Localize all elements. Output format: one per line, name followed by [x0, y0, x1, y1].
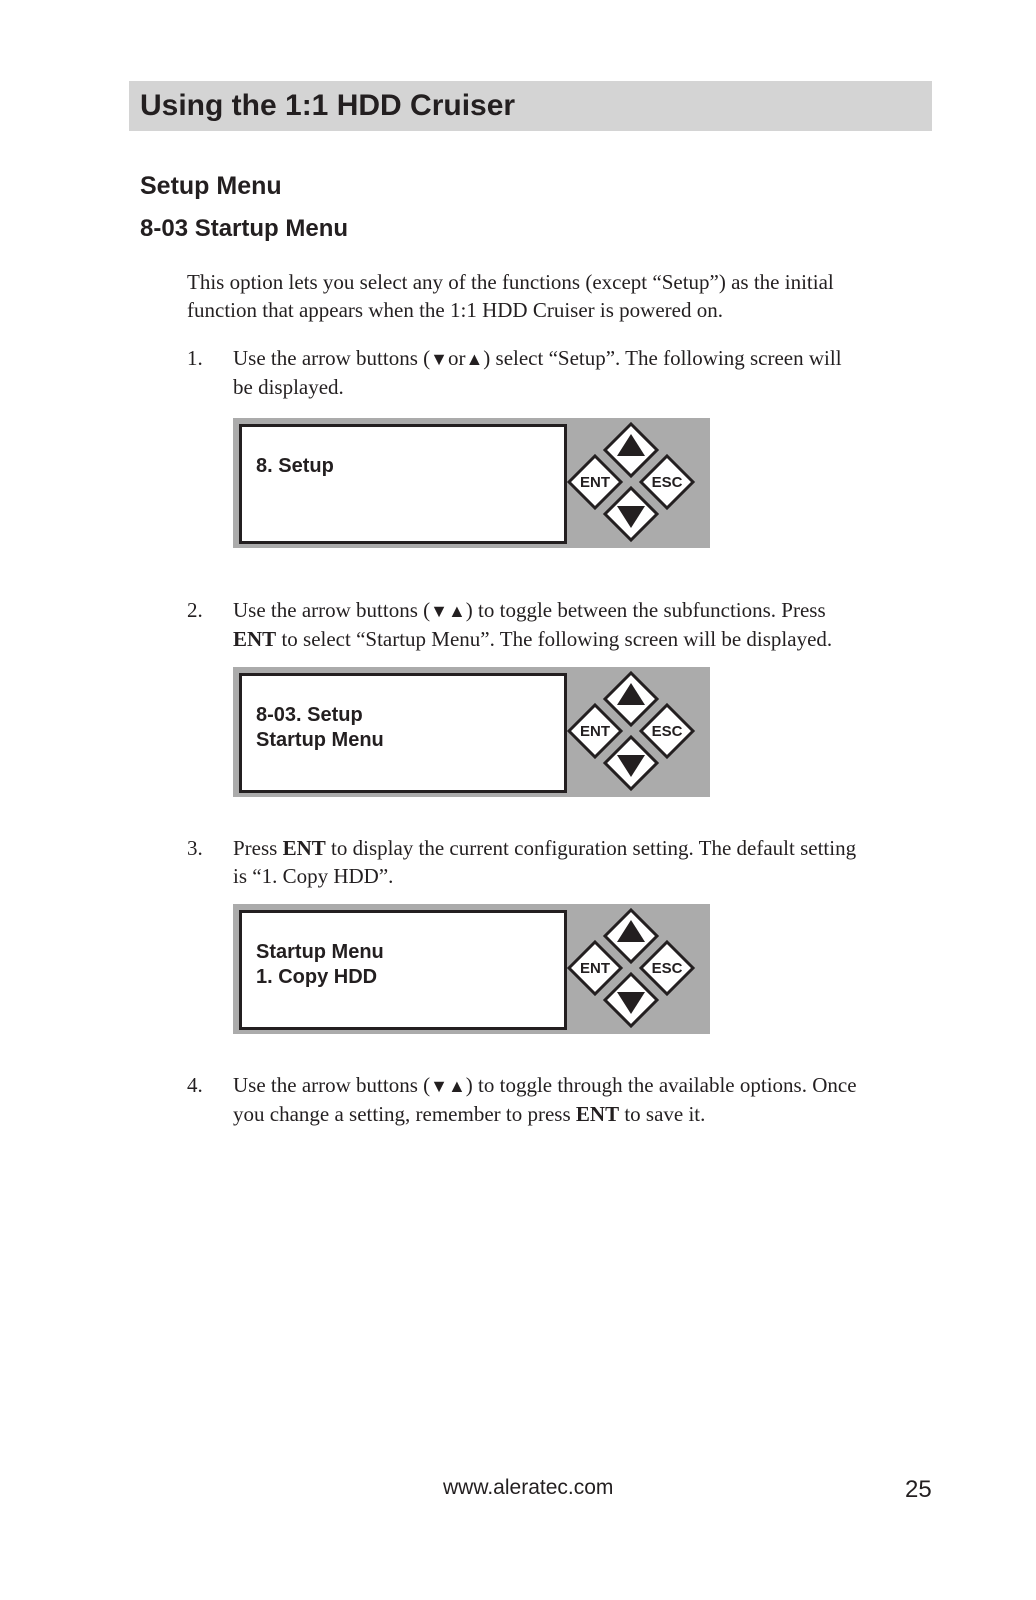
- subsection-title: 8-03 Startup Menu: [140, 215, 349, 242]
- intro-paragraph: [187, 268, 834, 324]
- intro-line: function that appears when the 1:1 HDD Cruiser is powered on.: [187, 298, 723, 322]
- step-number: 3.: [187, 836, 203, 860]
- up-button[interactable]: [605, 424, 657, 476]
- step-number: 2.: [187, 598, 203, 622]
- step-number: 1.: [187, 346, 203, 370]
- up-triangle-icon: ▲: [447, 601, 466, 621]
- page-title: Using the 1:1 HDD Cruiser: [140, 89, 516, 122]
- esc-button[interactable]: [641, 705, 693, 757]
- step-text: Use the arrow buttons (▼▲) to toggle through the available options. Once you change a setting, remember to press ENT to save it.: [233, 1073, 857, 1126]
- ent-button[interactable]: [569, 456, 621, 508]
- lcd-line: 8. Setup: [256, 455, 334, 477]
- esc-key-label: ESC: [651, 960, 683, 977]
- lcd-line: 8-03. Setup: [256, 704, 363, 726]
- down-button[interactable]: [605, 974, 657, 1026]
- ent-key-label: ENT: [580, 723, 610, 740]
- step-text: Use the arrow buttons (▼or▲) select “Setup”. The following screen will be displayed.: [233, 346, 842, 399]
- footer-url[interactable]: www.aleratec.com: [443, 1476, 614, 1499]
- esc-button[interactable]: [641, 942, 693, 994]
- down-button[interactable]: [605, 488, 657, 540]
- down-button[interactable]: [605, 737, 657, 789]
- keypad: [566, 418, 710, 548]
- up-triangle-icon: ▲: [447, 1076, 466, 1096]
- lcd-screen: [239, 910, 567, 1030]
- intro-line: This option lets you select any of the functions (except “Setup”) as the initial: [187, 270, 834, 294]
- lcd-line: 1. Copy HDD: [256, 966, 378, 988]
- step-number: 4.: [187, 1073, 203, 1097]
- ent-button[interactable]: [569, 705, 621, 757]
- ent-key-label: ENT: [580, 960, 610, 977]
- device-panel: [233, 418, 710, 548]
- section-title: Setup Menu: [140, 172, 282, 200]
- lcd-screen: [239, 673, 567, 793]
- ent-button[interactable]: [569, 942, 621, 994]
- lcd-line: Startup Menu: [256, 941, 384, 963]
- page-number: 25: [905, 1476, 932, 1503]
- up-button[interactable]: [605, 673, 657, 725]
- up-triangle-icon: ▲: [465, 349, 484, 369]
- up-button[interactable]: [605, 910, 657, 962]
- ent-key-label: ENT: [580, 474, 610, 491]
- down-triangle-icon: ▼: [430, 601, 448, 621]
- down-triangle-icon: ▼: [430, 1076, 448, 1096]
- lcd-screen: [239, 424, 567, 544]
- step-text: Use the arrow buttons (▼▲) to toggle between the subfunctions. Press ENT to select “Startup Menu”. The following screen will be displayed.: [233, 598, 833, 651]
- down-triangle-icon: ▼: [430, 349, 448, 369]
- device-panel: [233, 904, 710, 1034]
- device-panel: [233, 667, 710, 797]
- lcd-line: Startup Menu: [256, 729, 384, 751]
- esc-key-label: ESC: [651, 474, 683, 491]
- esc-button[interactable]: [641, 456, 693, 508]
- keypad: [566, 904, 710, 1034]
- esc-key-label: ESC: [651, 723, 683, 740]
- keypad: [566, 667, 710, 797]
- step-text: Press ENT to display the current configuration setting. The default setting is “1. Copy HDD”.: [233, 836, 857, 888]
